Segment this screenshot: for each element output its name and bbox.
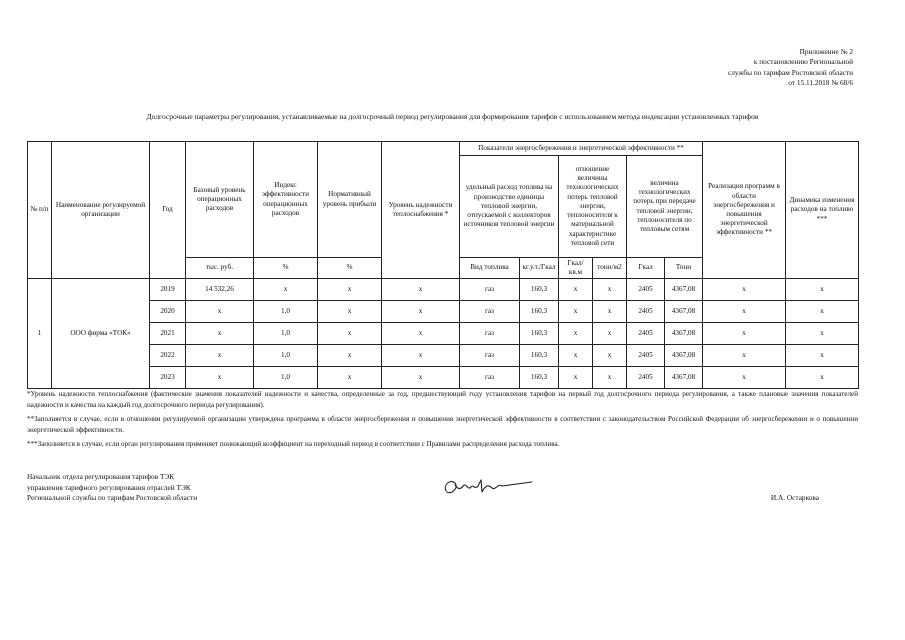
unit-fuel-type: Вид топлива [460, 258, 520, 279]
cell-fuel: 160,3 [520, 367, 559, 389]
cell-loss-2: 4367,08 [665, 323, 703, 345]
cell-index: 1,0 [254, 323, 318, 345]
signatory-position [27, 472, 197, 504]
unit-loss-1: Гкал [627, 258, 665, 279]
cell-fuel-type: газ [460, 279, 520, 301]
cell-programs: х [703, 323, 786, 345]
unit-profit: % [318, 258, 382, 279]
cell-loss-1: 2405 [627, 301, 665, 323]
unit-fuel: кг.у.т./Гкал [520, 258, 559, 279]
cell-loss-1: 2405 [627, 279, 665, 301]
cell-index: 1,0 [254, 345, 318, 367]
cell-base: х [186, 367, 254, 389]
signatory-name: И.А. Остаркова [770, 493, 819, 502]
appendix-line-3: службы по тарифам Ростовской области [728, 67, 853, 77]
header-org: Наименование регулируемой организации [52, 142, 150, 279]
cell-dynamics: х [786, 323, 859, 345]
cell-base: х [186, 301, 254, 323]
appendix-line-1: Приложение № 2 [799, 47, 853, 56]
cell-reliability: х [382, 345, 460, 367]
footnotes [27, 389, 858, 454]
signatory-line-1: Начальник отдела регулирования тарифов ТЭК [27, 472, 175, 481]
header-dynamics: Динамика изменения расходов на топливо *** [786, 142, 859, 279]
header-ratio: отношение величины технологических потерь тепловой энергии, теплоносителя к материальной характеристике тепловой сети [559, 156, 627, 258]
cell-loss-2: 4367,08 [665, 367, 703, 389]
cell-year: 2020 [150, 301, 186, 323]
cell-index: х [254, 279, 318, 301]
table-row [28, 367, 859, 389]
cell-dynamics: х [786, 301, 859, 323]
parameters-table [27, 141, 859, 389]
cell-base: 14 532,26 [186, 279, 254, 301]
table-row [28, 301, 859, 323]
header-programs: Реализация программ в области энергосбережения и повышения энергетической эффективности ** [703, 142, 786, 279]
header-profit: Нормативный уровень прибыли [318, 142, 382, 258]
cell-programs: х [703, 345, 786, 367]
cell-loss-2: 4367,08 [665, 279, 703, 301]
cell-fuel-type: газ [460, 323, 520, 345]
header-reliability: Уровень надежности теплоснабжения * [382, 142, 460, 279]
cell-dynamics: х [786, 367, 859, 389]
header-num: № п/п [28, 142, 52, 279]
unit-loss-2: Тонн [665, 258, 703, 279]
cell-profit: х [318, 301, 382, 323]
unit-ratio-2: тонн/м2 [593, 258, 627, 279]
cell-ratio-2: х [593, 345, 627, 367]
document-title: Долгосрочные параметры регулирования, устанавливаемые на долгосрочный период регулирования для формирования тарифов с использованием метода индексации установленных тарифов [146, 112, 759, 121]
cell-fuel-type: газ [460, 345, 520, 367]
cell-dynamics: х [786, 345, 859, 367]
header-year: Год [150, 142, 186, 279]
appendix-line-4: от 15.11.2018 № 68/6 [788, 78, 853, 88]
appendix-header [728, 47, 853, 89]
cell-fuel-type: газ [460, 301, 520, 323]
cell-loss-2: 4367,08 [665, 345, 703, 367]
cell-fuel-type: газ [460, 367, 520, 389]
footnote-1: *Уровень надежности теплоснабжения (фактические значения показателей надежности и качества, определенные за год, предшествующий году установления тарифов на первый год долгосрочного периода регулирования, а также плановые значения показателей надежности и качества на каждый год долгосрочного периода регулирования). [27, 390, 858, 409]
cell-programs: х [703, 367, 786, 389]
row-org: ООО фирма «ТОК» [52, 279, 150, 389]
cell-fuel: 160,3 [520, 279, 559, 301]
cell-ratio-1: х [559, 323, 593, 345]
header-energy-group: Показатели энергосбережения и энергетической эффективности ** [460, 142, 703, 156]
cell-loss-1: 2405 [627, 323, 665, 345]
header-index: Индекс эффективности операционных расходов [254, 142, 318, 258]
cell-programs: х [703, 301, 786, 323]
table-row [28, 345, 859, 367]
table-row [28, 279, 859, 301]
cell-year: 2019 [150, 279, 186, 301]
cell-fuel: 160,3 [520, 345, 559, 367]
cell-ratio-1: х [559, 279, 593, 301]
cell-dynamics: х [786, 279, 859, 301]
cell-year: 2022 [150, 345, 186, 367]
handwritten-signature [440, 474, 540, 502]
cell-reliability: х [382, 279, 460, 301]
cell-ratio-1: х [559, 367, 593, 389]
table-row [28, 323, 859, 345]
cell-fuel: 160,3 [520, 323, 559, 345]
footnote-3: ***Заполняется в случае, если орган регулирования применяет понижающий коэффициент на переходный период в соответствии с Правилами распределения расхода топлива. [27, 440, 560, 448]
cell-profit: х [318, 279, 382, 301]
cell-index: 1,0 [254, 367, 318, 389]
unit-base: тыс. руб. [186, 258, 254, 279]
unit-ratio-1: Гкал/ кв.м [559, 258, 593, 279]
appendix-line-2: к постановлению Региональной [753, 57, 853, 67]
cell-base: х [186, 323, 254, 345]
cell-loss-1: 2405 [627, 367, 665, 389]
footnote-2: **Заполняется в случае, если в отношении регулируемой организации утверждена программа в области энергосбережения и повышения энергетической эффективности в соответствии с законодательством Российской Федерации об энергосбережении и о повышении энергетической эффективности. [27, 415, 858, 434]
header-base: Базовый уровень операционных расходов [186, 142, 254, 258]
cell-fuel: 160,3 [520, 301, 559, 323]
cell-index: 1,0 [254, 301, 318, 323]
cell-loss-2: 4367,08 [665, 301, 703, 323]
cell-ratio-2: х [593, 367, 627, 389]
cell-base: х [186, 345, 254, 367]
signatory-line-2: управления тарифного регулирования отраслей ТЭК [27, 482, 191, 492]
unit-index: % [254, 258, 318, 279]
cell-year: 2023 [150, 367, 186, 389]
cell-reliability: х [382, 323, 460, 345]
cell-programs: х [703, 279, 786, 301]
cell-ratio-1: х [559, 301, 593, 323]
cell-profit: х [318, 367, 382, 389]
cell-reliability: х [382, 301, 460, 323]
header-losses: величина технологических потерь при передаче тепловой энергии, теплоносителя по тепловым сетям [627, 156, 703, 258]
cell-year: 2021 [150, 323, 186, 345]
signatory-line-3: Региональной службы по тарифам Ростовской области [27, 493, 198, 502]
cell-reliability: х [382, 367, 460, 389]
cell-ratio-2: х [593, 279, 627, 301]
cell-loss-1: 2405 [627, 345, 665, 367]
cell-profit: х [318, 323, 382, 345]
header-fuel: удельный расход топлива на производство единицы тепловой энергии, отпускаемой с коллекторов источников тепловой энергии [460, 156, 559, 258]
cell-ratio-2: х [593, 301, 627, 323]
row-num: 1 [28, 279, 52, 389]
cell-profit: х [318, 345, 382, 367]
cell-ratio-2: х [593, 323, 627, 345]
cell-ratio-1: х [559, 345, 593, 367]
